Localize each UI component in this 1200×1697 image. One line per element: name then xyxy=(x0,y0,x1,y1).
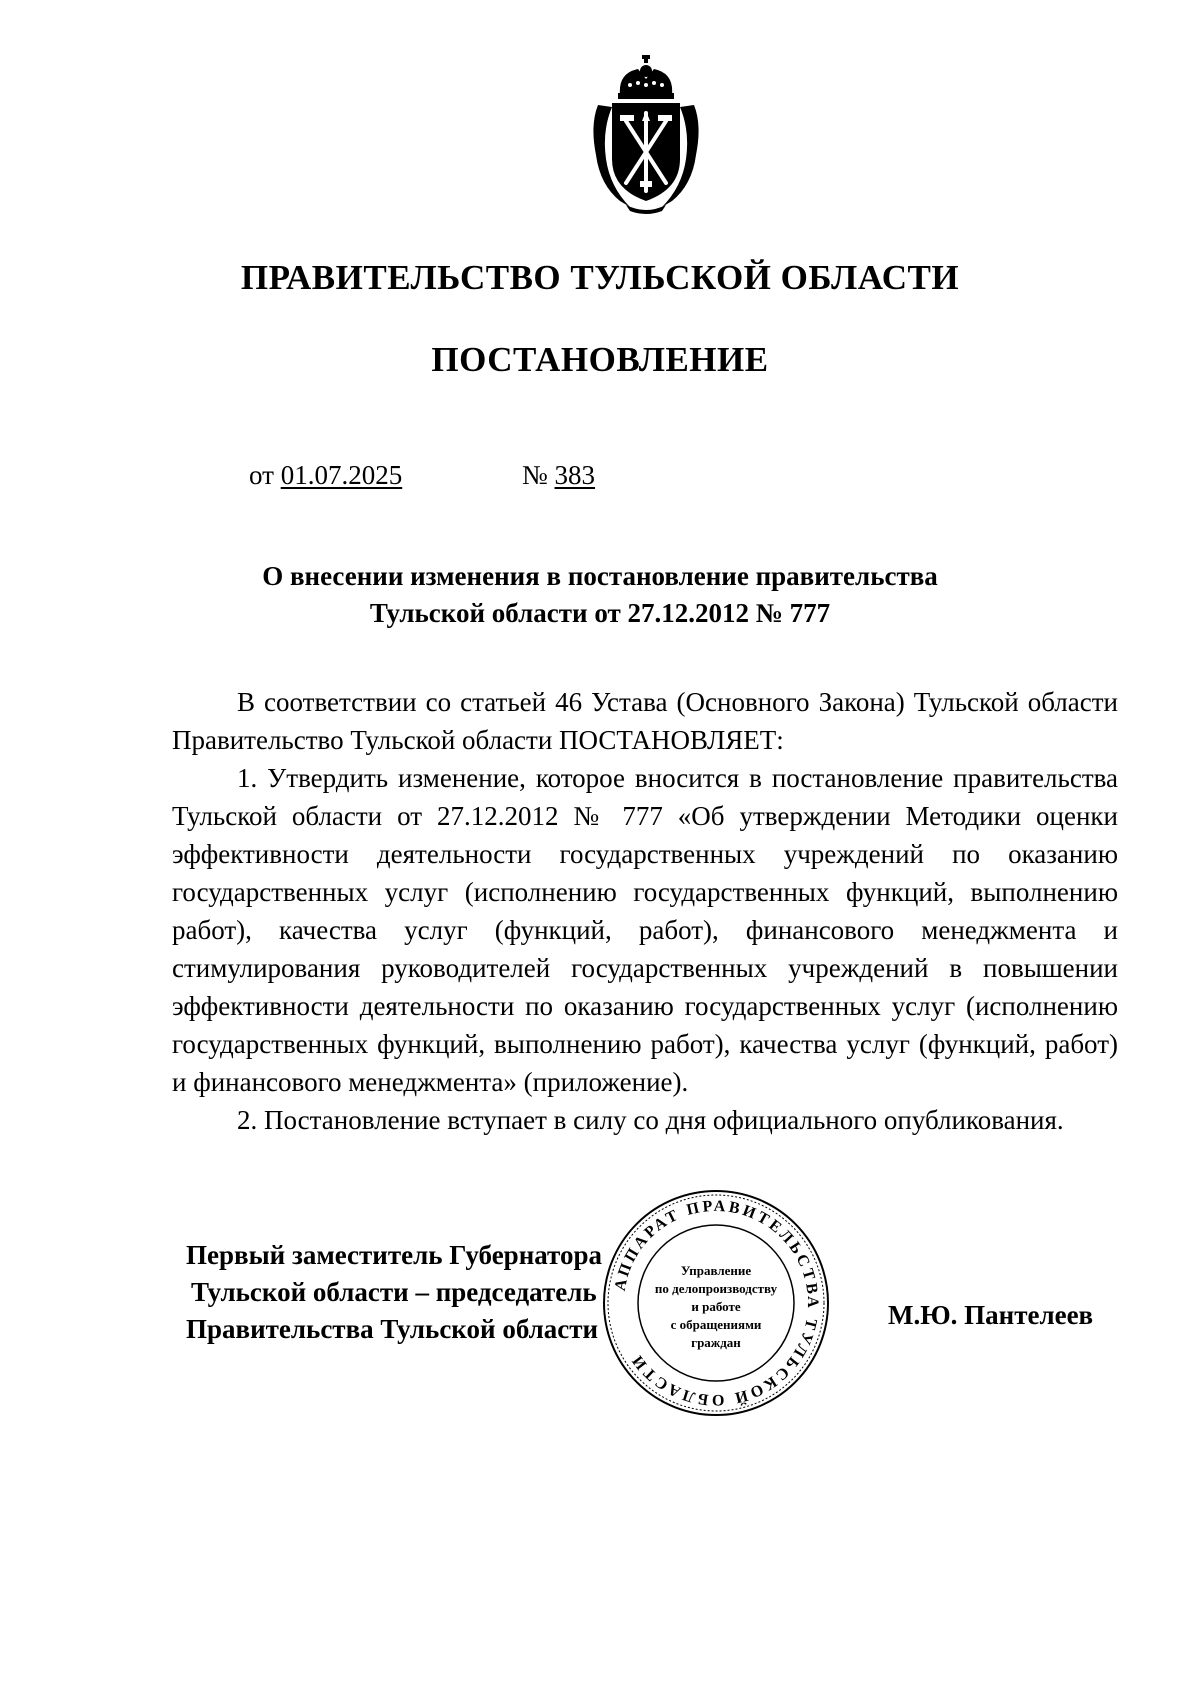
stamp-inner-line-3: и работе xyxy=(691,1299,741,1314)
position-line-2: Тульской области – председатель xyxy=(191,1277,597,1307)
stamp-inner-line-5: граждан xyxy=(691,1335,741,1350)
signatory-name: М.Ю. Пантелеев xyxy=(888,1300,1094,1330)
organization-title: ПРАВИТЕЛЬСТВО ТУЛЬСКОЙ ОБЛАСТИ xyxy=(240,258,960,297)
paragraph-item-1: 1. Утвердить изменение, которое вносится в постановление правительства Тульской области от 27.12.2012 № 777 «Об утверждении Методики оценки эффективности деятельности государственных учреждений по оказанию государственных услуг (исполнению государственных функций, выполнению работ), качества услуг (функций, работ), финансового менеджмента и стимулирования руководителей государственных учреждений в повышении эффективности деятельности по оказанию государственных услуг (исполнению государственных функций, выполнению работ), качества услуг (функций, работ) и финансового менеджмента» (приложение). xyxy=(172,763,1118,1097)
stamp-inner-line-2: по делопроизводству xyxy=(654,1281,778,1296)
stamp-inner-line-1: Управление xyxy=(680,1263,752,1278)
paragraph-preamble: В соответствии со статьей 46 Устава (Основного Закона) Тульской области Правительство Тульской области ПОСТАНОВЛЯЕТ: xyxy=(172,687,1118,755)
date-prefix: от xyxy=(249,460,274,490)
position-line-1: Первый заместитель Губернатора xyxy=(186,1240,602,1270)
document-date xyxy=(249,460,402,491)
subject-line-2: Тульской области от 27.12.2012 № 777 xyxy=(369,598,831,628)
document-number xyxy=(522,460,595,491)
tula-coat-of-arms-icon xyxy=(590,55,702,215)
paragraph-item-2: 2. Постановление вступает в силу со дня официального опубликования. xyxy=(237,1105,1064,1135)
document-body xyxy=(172,683,1118,1139)
document-subject xyxy=(0,558,1200,632)
stamp-inner-line-4: с обращениями xyxy=(670,1317,762,1332)
signatory-position xyxy=(186,1237,602,1348)
number-value: 383 xyxy=(554,460,596,490)
date-value: 01.07.2025 xyxy=(280,460,403,490)
number-prefix: № xyxy=(522,460,548,490)
document-type: ПОСТАНОВЛЕНИЕ xyxy=(431,340,769,379)
official-stamp xyxy=(600,1187,832,1419)
subject-line-1: О внесении изменения в постановление правительства xyxy=(262,561,938,591)
position-line-3: Правительства Тульской области xyxy=(186,1314,599,1344)
stamp-outer-text: АППАРАТ ПРАВИТЕЛЬСТВА ТУЛЬСКОЙ ОБЛАСТИ xyxy=(611,1197,822,1409)
